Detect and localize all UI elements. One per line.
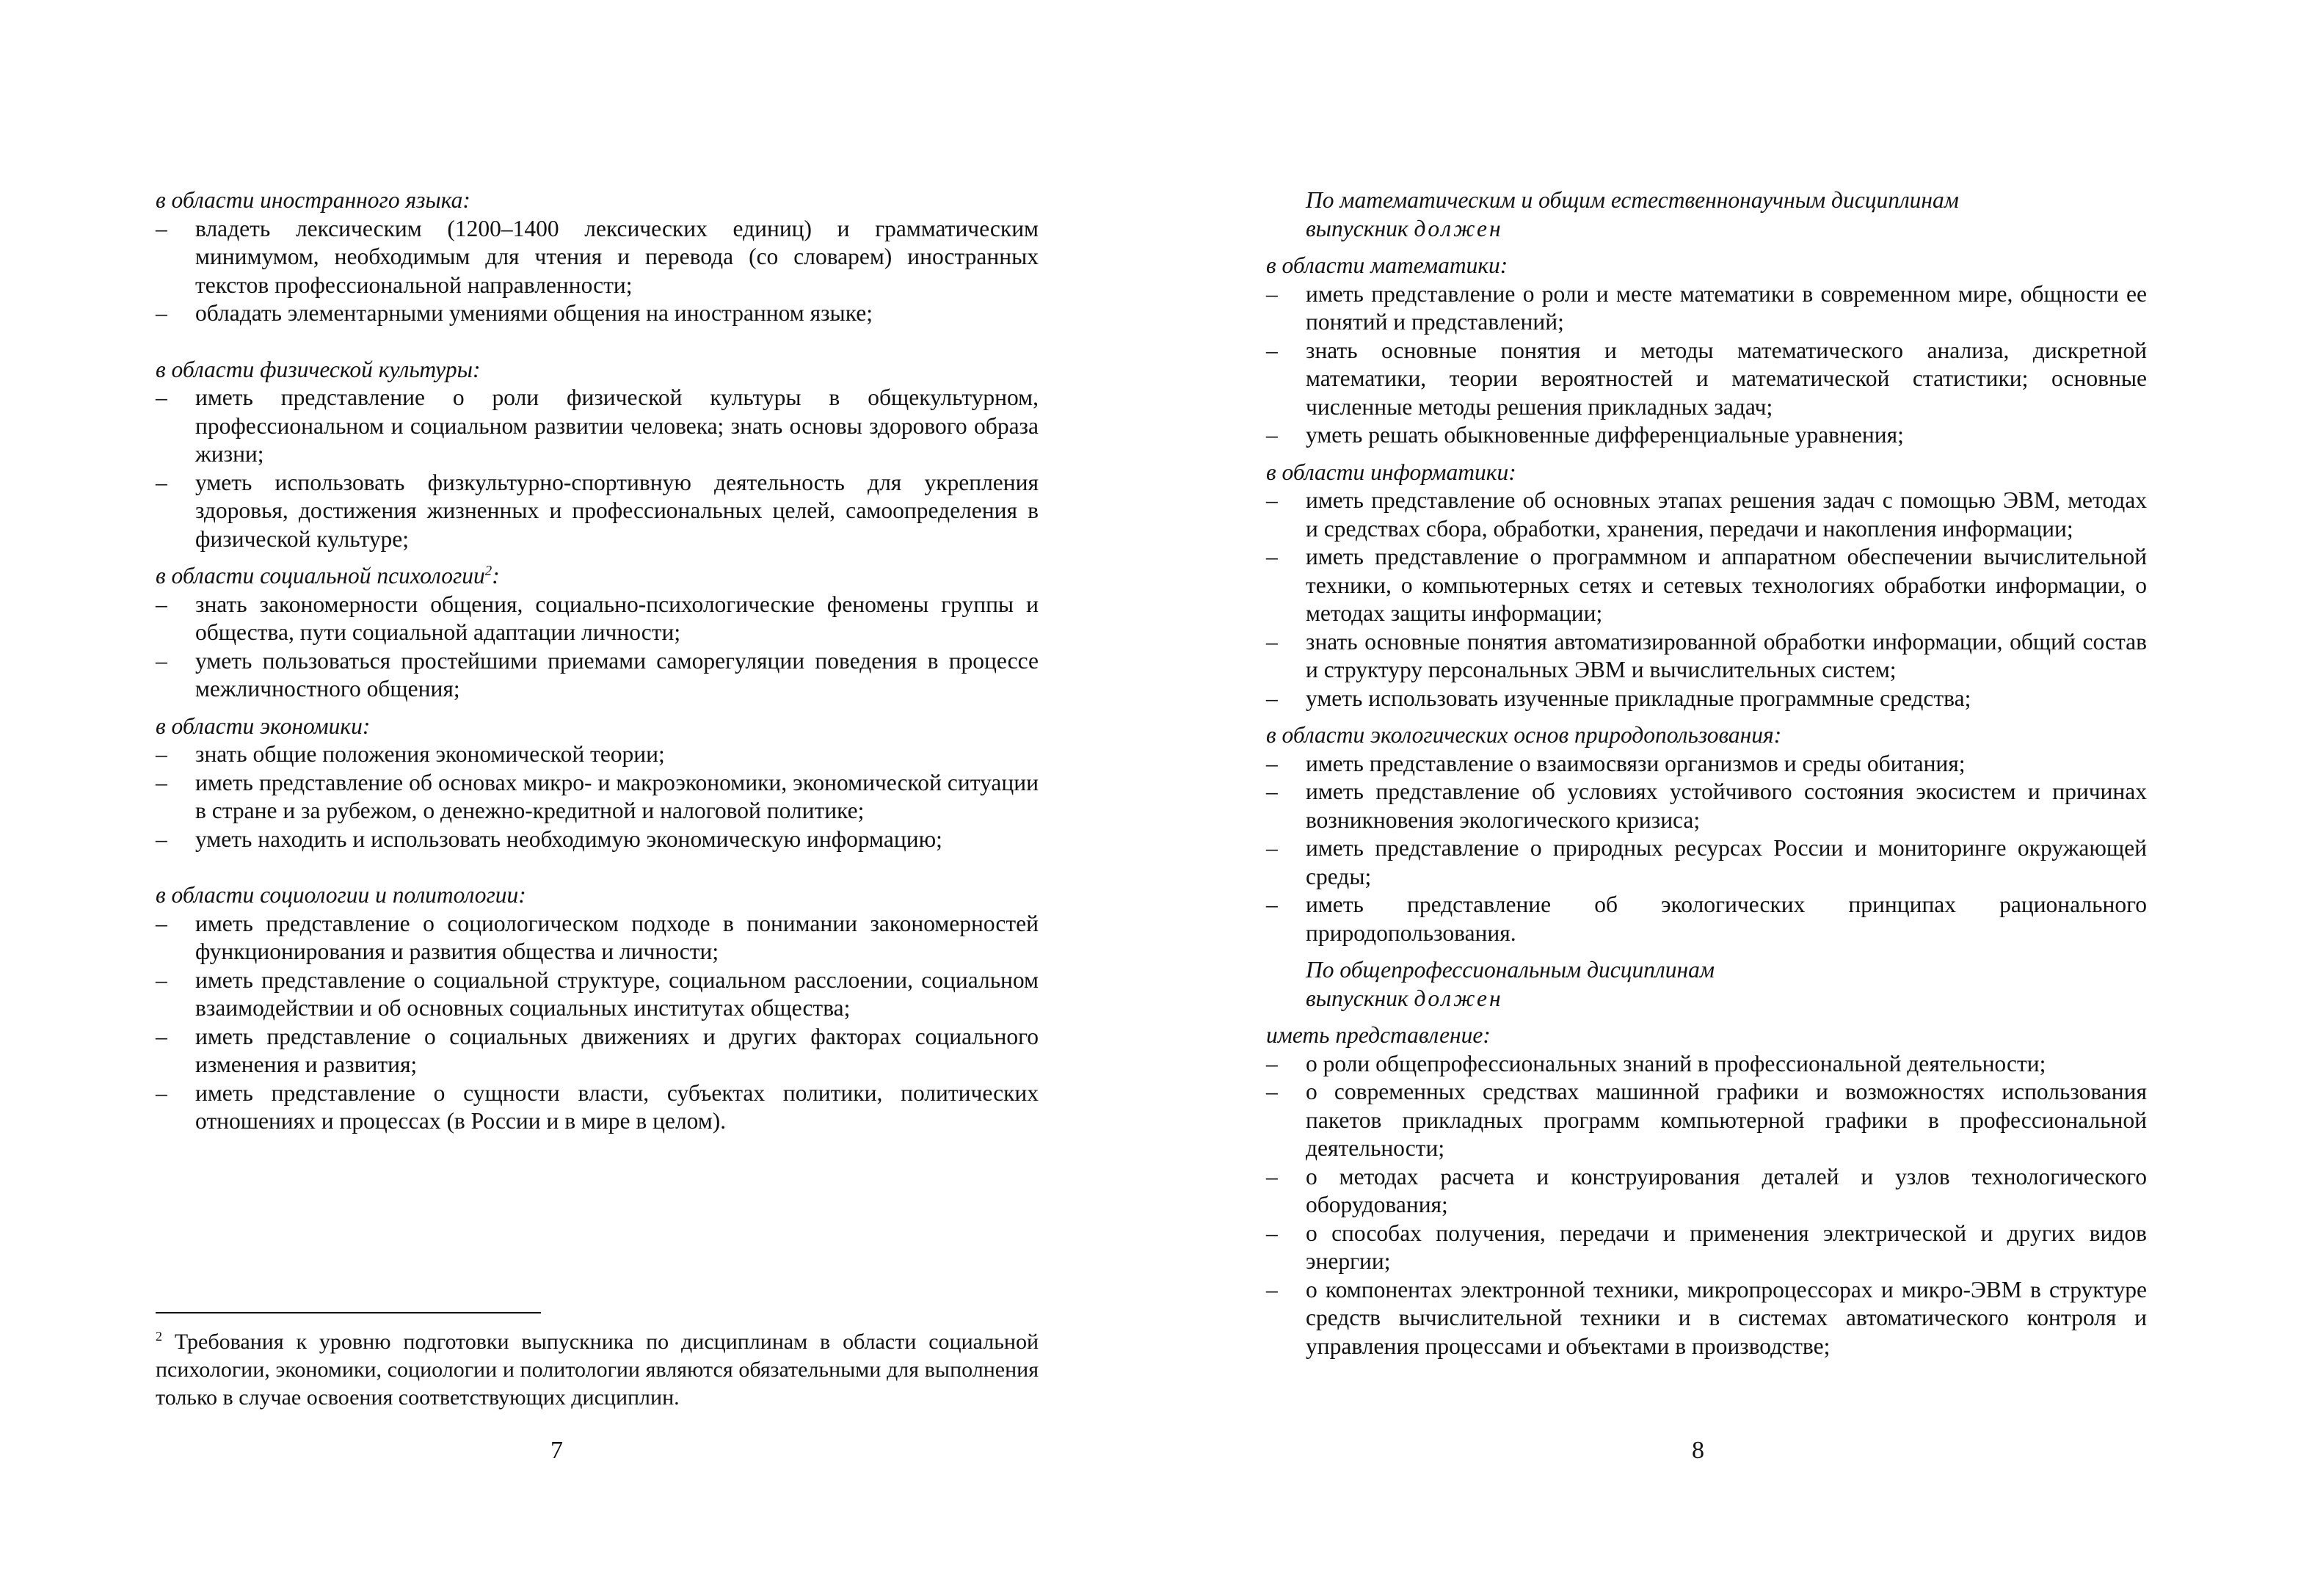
list-item: – о современных средствах машинной графики и возможностях использования пакетов прикладных программ компьютерной графики в профессиональной деятельности;	[1266, 1078, 2147, 1163]
ecology-list	[1266, 750, 2147, 948]
economics-list	[156, 740, 1039, 853]
intro-general-professional	[1266, 956, 2147, 1013]
heading-text: в области социальной психологии	[156, 563, 485, 589]
foreign-language-list	[156, 215, 1039, 328]
list-item: – иметь представление о сущности власти, субъектах политики, политических отношениях и процессах (в России и в мире в целом).	[156, 1079, 1039, 1136]
intro-graduate: выпускник	[1306, 985, 1408, 1011]
intro-line: По общепрофессиональным дисциплинам	[1306, 957, 1715, 983]
list-item: – иметь представление о социологическом подходе в понимании закономерностей функционирования и развития общества и личности;	[156, 910, 1039, 966]
list-item: – уметь использовать физкультурно-спортивную деятельность для укрепления здоровья, достижения жизненных и профессиональных целей, самоопределения в физической культуре;	[156, 469, 1039, 554]
list-item: – о компонентах электронной техники, микропроцессорах и микро-ЭВМ в структуре средств вычислительной техники и в системах автоматического контроля и управления процессами и объектами в производстве;	[1266, 1276, 2147, 1361]
list-item: – знать основные понятия и методы математического анализа, дискретной математики, теории вероятностей и математической статистики; основные численные методы решения прикладных задач;	[1266, 337, 2147, 422]
intro-math-natural-sciences	[1266, 186, 2147, 243]
sociology-list	[156, 910, 1039, 1136]
section-heading-ecology: в области экологических основ природопользования:	[1266, 722, 1782, 748]
list-item: – о методах расчета и конструирования деталей и узлов технологического оборудования;	[1266, 1163, 2147, 1220]
right-page	[1156, 0, 2312, 1596]
right-page-content	[1266, 186, 2147, 1360]
page-number: 8	[1692, 1437, 1704, 1464]
list-item: – иметь представление об условиях устойчивого состояния экосистем и причинах возникновения экологического кризиса;	[1266, 778, 2147, 834]
list-item: – иметь представление об экологических принципах рационального природопользования.	[1266, 891, 2147, 947]
section-heading-social-psychology	[156, 562, 1039, 591]
heading-colon: :	[492, 563, 500, 589]
list-item: – обладать элементарными умениями общения на иностранном языке;	[156, 299, 1039, 328]
list-item: – иметь представление об основах микро- и макроэкономики, экономической ситуации в стране и за рубежом, о денежно-кредитной и налоговой политике;	[156, 769, 1039, 826]
physical-culture-list	[156, 384, 1039, 553]
section-heading-mathematics: в области математики:	[1266, 252, 1508, 278]
list-item: – иметь представление о роли физической культуры в общекультурном, профессиональном и социальном развитии человека; знать основы здорового образа жизни;	[156, 384, 1039, 469]
general-professional-list	[1266, 1050, 2147, 1361]
list-item: – уметь решать обыкновенные дифференциальные уравнения;	[1266, 421, 2147, 450]
list-item: – иметь представление о программном и аппаратном обеспечении вычислительной техники, о компьютерных сетях и сетевых технологиях обработки информации, о методах защиты информации;	[1266, 543, 2147, 628]
section-heading-physical-culture: в области физической культуры:	[156, 356, 481, 382]
intro-line: По математическим и общим естественнонаучным дисциплинам	[1306, 187, 1959, 213]
intro-line	[1306, 215, 2147, 244]
intro-must: должен	[1414, 215, 1503, 241]
list-item: – владеть лексическим (1200–1400 лексических единиц) и грамматическим минимумом, необходимым для чтения и перевода (со словарем) иностранных текстов профессиональной направленности;	[156, 215, 1039, 300]
list-item: – знать общие положения экономической теории;	[156, 740, 1039, 769]
social-psychology-list	[156, 591, 1039, 704]
intro-line	[1306, 985, 2147, 1013]
list-item: – уметь использовать изученные прикладные программные средства;	[1266, 685, 2147, 713]
list-item: – уметь пользоваться простейшими приемами саморегуляции поведения в процессе межличностного общения;	[156, 647, 1039, 704]
list-item: – иметь представление о роли и месте математики в современном мире, общности ее понятий и представлений;	[1266, 280, 2147, 337]
section-heading-sociology: в области социологии и политологии:	[156, 882, 526, 908]
footnote	[156, 1328, 1039, 1412]
footnote-divider	[156, 1312, 541, 1313]
list-item: – знать закономерности общения, социально-психологические феномены группы и общества, пути социальной адаптации личности;	[156, 591, 1039, 647]
mathematics-list	[1266, 280, 2147, 450]
section-heading-have-understanding: иметь представление:	[1266, 1022, 1491, 1048]
list-item: – о роли общепрофессиональных знаний в профессиональной деятельности;	[1266, 1050, 2147, 1079]
informatics-list	[1266, 487, 2147, 713]
footnote-text: Требования к уровню подготовки выпускника по дисциплинам в области социальной психологии, экономики, социологии и политологии являются обязательными для выполнения только в случае освоения соответствующих дисциплин.	[156, 1330, 1039, 1410]
list-item: – о способах получения, передачи и применения электрической и других видов энергии;	[1266, 1220, 2147, 1276]
list-item: – иметь представление о социальной структуре, социальном расслоении, социальном взаимодействии и об основных социальных институтах общества;	[156, 966, 1039, 1023]
left-page-content	[156, 186, 1039, 1136]
list-item: – знать основные понятия автоматизированной обработки информации, общий состав и структуру персональных ЭВМ и вычислительных систем;	[1266, 628, 2147, 685]
section-heading-informatics: в области информатики:	[1266, 459, 1516, 485]
list-item: – иметь представление о природных ресурсах России и мониторинге окружающей среды;	[1266, 834, 2147, 891]
section-heading-economics: в области экономики:	[156, 713, 371, 739]
list-item: – иметь представление о взаимосвязи организмов и среды обитания;	[1266, 750, 2147, 779]
intro-must: должен	[1414, 985, 1503, 1011]
footnote-marker: 2	[484, 563, 492, 579]
list-item: – иметь представление о социальных движениях и других факторах социального изменения и развития;	[156, 1023, 1039, 1079]
list-item: – уметь находить и использовать необходимую экономическую информацию;	[156, 826, 1039, 854]
footnote-number: 2	[156, 1329, 162, 1344]
section-heading-foreign-language: в области иностранного языка:	[156, 187, 470, 213]
page-number: 7	[550, 1437, 563, 1464]
list-item: – иметь представление об основных этапах решения задач с помощью ЭВМ, методах и средствах сбора, обработки, хранения, передачи и накопления информации;	[1266, 487, 2147, 543]
intro-graduate: выпускник	[1306, 215, 1408, 241]
